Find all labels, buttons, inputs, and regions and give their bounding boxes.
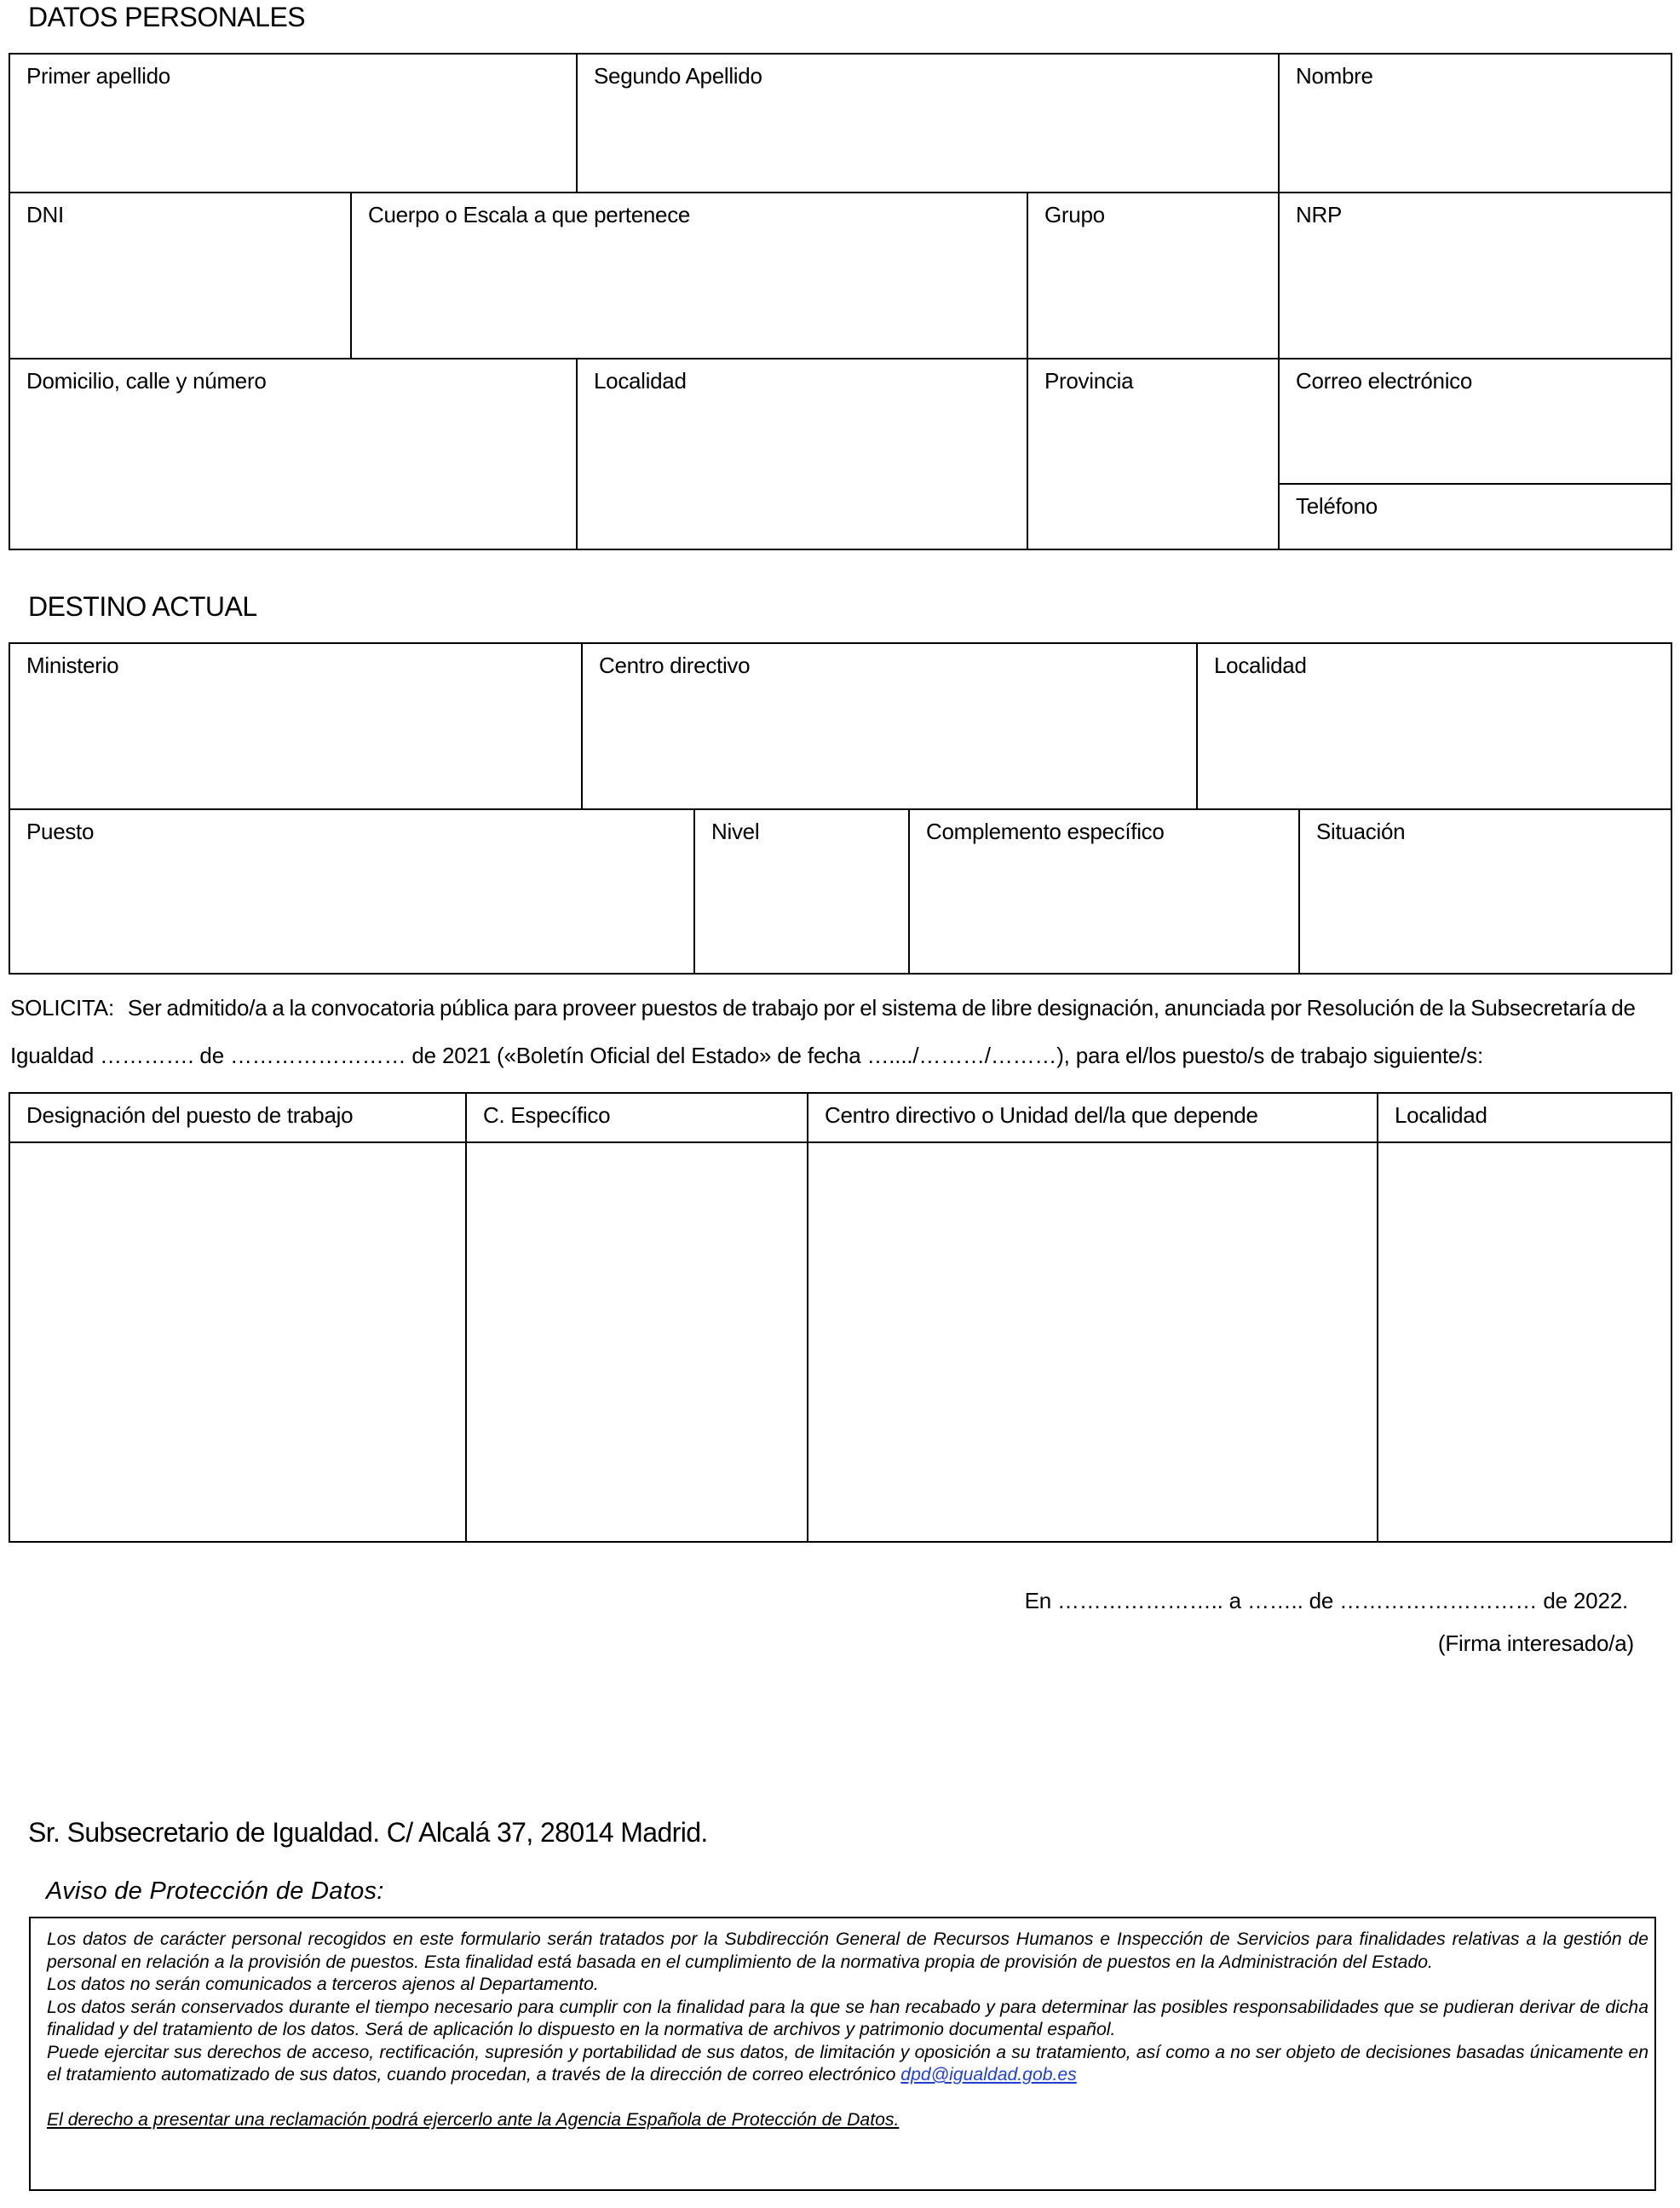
label-complemento-especifico: Complemento específico	[926, 819, 1165, 844]
firma-label: (Firma interesado/a)	[1437, 1630, 1634, 1656]
label-ministerio: Ministerio	[26, 653, 119, 678]
label-cuerpo-escala: Cuerpo o Escala a que pertenece	[368, 202, 691, 227]
field-puesto[interactable]	[10, 810, 695, 973]
solicita-word: para	[513, 995, 558, 1021]
solicita-word: de	[1611, 995, 1636, 1021]
solicita-word: la	[289, 995, 307, 1021]
label-domicilio: Domicilio, calle y número	[26, 368, 267, 394]
table-cell-designacion[interactable]	[10, 1143, 467, 1541]
label-grupo: Grupo	[1044, 202, 1105, 227]
solicita-word: admitido/a	[166, 995, 268, 1021]
aviso-paragraph-5: El derecho a presentar una reclamación podrá ejercerlo ante la Agencia Española de Protección de Datos.	[47, 2109, 900, 2130]
header-localidad-text: Localidad	[1395, 1102, 1487, 1128]
field-ministerio[interactable]	[10, 644, 583, 810]
field-dni[interactable]	[10, 193, 352, 359]
solicita-word: por	[823, 995, 855, 1021]
field-centro-directivo[interactable]	[583, 644, 1198, 810]
section-title-datos-personales: DATOS PERSONALES	[28, 2, 306, 32]
destinatario-address: Sr. Subsecretario de Igualdad. C/ Alcalá 37, 28014 Madrid.	[28, 1817, 708, 1848]
label-nrp: NRP	[1296, 202, 1342, 227]
label-centro-directivo: Centro directivo	[599, 653, 751, 678]
label-localidad-destino: Localidad	[1214, 653, 1307, 678]
field-nombre[interactable]	[1280, 55, 1671, 193]
fecha-line: En ………………….. a …….. de ……………………… de 2022.	[1024, 1588, 1628, 1613]
aviso-paragraph-4	[47, 2042, 1648, 2087]
field-telefono[interactable]	[1280, 485, 1671, 549]
header-centro-directivo-text: Centro directivo o Unidad del/la que depende	[825, 1102, 1258, 1128]
aviso-box	[29, 1917, 1656, 2191]
aviso-paragraph-2: Los datos no serán comunicados a terceros ajenos al Departamento.	[47, 1975, 599, 1994]
field-nivel[interactable]	[695, 810, 910, 973]
field-segundo-apellido[interactable]	[578, 55, 1280, 193]
solicita-word: Ser	[127, 995, 162, 1021]
aviso-title: Aviso de Protección de Datos:	[46, 1877, 384, 1905]
aviso-paragraph-4-text: Puede ejercitar sus derechos de acceso, rectificación, supresión y portabilidad de sus datos, de limitación y oposición a su tratamiento, así como a no ser objeto de decisiones basadas únicamente en el tratamiento automatizado de sus datos, cuando procedan, a través de la dirección de correo electrónico	[47, 2042, 1648, 2084]
label-correo-electronico: Correo electrónico	[1296, 368, 1473, 394]
solicita-label: SOLICITA:	[10, 995, 114, 1021]
aviso-paragraph-3: Los datos serán conservados durante el tiempo necesario para cumplir con la finalidad para la que se han recabado y para determinar las posibles responsabilidades que se pudieran derivar de dicha finalidad y del tratamiento de los datos. Será de aplicación lo dispuesto en la normativa de archivos y patrimonio documental español.	[47, 1997, 1648, 2039]
table-header-centro-directivo	[808, 1094, 1378, 1143]
label-telefono: Teléfono	[1296, 493, 1378, 519]
aviso-text	[47, 1929, 1648, 2131]
label-dni: DNI	[26, 202, 64, 227]
label-localidad-personal: Localidad	[594, 368, 687, 394]
solicita-word: sistema	[881, 995, 958, 1021]
aviso-paragraph-1: Los datos de carácter personal recogidos en este formulario serán tratados por la Subdirección General de Recursos Humanos e Inspección de Servicios para finalidades relativas a la gestión de personal en relación a la provisión de puestos. Esta finalidad está basada en el cumplimiento de la normativa propia de provisión de puestos en la Administración del Estado.	[47, 1929, 1648, 1972]
label-nombre: Nombre	[1296, 63, 1373, 89]
puestos-table	[9, 1092, 1672, 1543]
section-title-destino-actual: DESTINO ACTUAL	[28, 591, 257, 622]
label-primer-apellido: Primer apellido	[26, 63, 170, 89]
field-localidad-personal[interactable]	[578, 359, 1028, 549]
table-header-designacion	[10, 1094, 467, 1143]
solicita-word: el	[860, 995, 877, 1021]
solicita-line-1	[10, 995, 1636, 1021]
field-localidad-destino[interactable]	[1198, 644, 1671, 810]
label-segundo-apellido: Segundo Apellido	[594, 63, 762, 89]
solicita-word: designación,	[1037, 995, 1159, 1021]
solicita-word: puestos	[641, 995, 718, 1021]
destino-actual-grid	[9, 642, 1672, 975]
solicita-word: pública	[440, 995, 509, 1021]
solicita-paragraph	[10, 995, 1636, 1069]
header-c-especifico-text: C. Específico	[483, 1102, 611, 1128]
solicita-word: convocatoria	[311, 995, 435, 1021]
field-complemento-especifico[interactable]	[910, 810, 1300, 973]
header-designacion-text: Designación del puesto de trabajo	[26, 1102, 354, 1128]
table-cell-centro-directivo[interactable]	[808, 1143, 1378, 1541]
solicita-word: la	[1448, 995, 1466, 1021]
solicita-word: libre	[991, 995, 1033, 1021]
label-puesto: Puesto	[26, 819, 95, 844]
label-situacion: Situación	[1316, 819, 1406, 844]
table-header-c-especifico	[467, 1094, 808, 1143]
solicita-word: de	[1419, 995, 1444, 1021]
dpd-email-link[interactable]: dpd@igualdad.gob.es	[900, 2065, 1077, 2084]
solicita-word: Subsecretaría	[1470, 995, 1607, 1021]
field-situacion[interactable]	[1300, 810, 1671, 973]
table-cell-localidad[interactable]	[1378, 1143, 1671, 1541]
solicita-word: trabajo	[751, 995, 819, 1021]
table-cell-c-especifico[interactable]	[467, 1143, 808, 1541]
table-header-localidad	[1378, 1094, 1671, 1143]
field-cuerpo-escala[interactable]	[352, 193, 1028, 359]
field-provincia[interactable]	[1028, 359, 1280, 549]
solicita-word: por	[1269, 995, 1302, 1021]
solicita-word: a	[272, 995, 285, 1021]
field-nrp[interactable]	[1280, 193, 1671, 359]
datos-personales-grid	[9, 53, 1672, 550]
solicita-word: de	[722, 995, 747, 1021]
solicita-word: Resolución	[1306, 995, 1415, 1021]
solicita-line-2: Igualdad …………. de …………………… de 2021 («Boletín Oficial del Estado» de fecha …..../………/………), para el/los puesto/s de trabajo siguiente/s:	[10, 1043, 1484, 1068]
solicita-word: de	[961, 995, 987, 1021]
field-primer-apellido[interactable]	[10, 55, 578, 193]
field-domicilio[interactable]	[10, 359, 578, 549]
label-nivel: Nivel	[711, 819, 760, 844]
solicita-word: anunciada	[1164, 995, 1265, 1021]
solicita-word: proveer	[561, 995, 636, 1021]
label-provincia: Provincia	[1044, 368, 1134, 394]
field-grupo[interactable]	[1028, 193, 1280, 359]
field-correo-electronico[interactable]	[1280, 359, 1671, 485]
